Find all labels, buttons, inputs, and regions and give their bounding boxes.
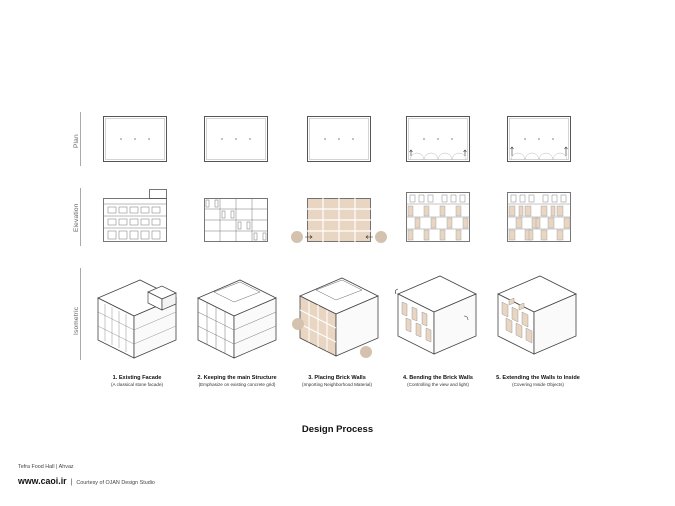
step-title: 1. Existing Facade [112,375,162,381]
row-label-plan: Plan [73,134,80,148]
project-name: Tefra Food Hall | Ahvaz [18,464,74,470]
credit-text: Courtesy of OJAN Design Studio [76,480,155,486]
elevation-step-4 [406,192,470,242]
neighborhood-brick-source-left [291,231,303,243]
step-title: 3. Placing Brick Walls [308,375,366,381]
footer-credits [18,476,155,486]
plan-step-3 [307,116,371,162]
step-title: 4. Bending the Brick Walls [402,375,474,381]
page-title: Design Process [301,424,374,435]
step-title: 2. Keeping the main Structure [197,375,277,381]
plan-step-2 [204,116,268,162]
website-link[interactable]: www.caoi.ir [18,476,67,486]
elevation-step-1 [103,188,167,242]
plan-step-4 [406,116,470,162]
step-subtitle: (Importing Neighborhood Material) [302,382,372,387]
step-caption-5 [478,375,598,387]
step-subtitle: (Covering Inside Objects) [512,382,564,387]
step-title: 5. Extending the Walls to Inside [496,375,580,381]
step-subtitle: (A classical stone facade) [110,382,164,387]
isometric-step-4 [394,272,476,356]
plan-step-1 [103,116,167,162]
row-label-isometric: Isometric [73,306,80,335]
plan-step-5 [507,116,571,162]
elevation-step-3 [291,198,387,246]
isometric-step-5 [494,272,576,356]
isometric-step-1 [98,278,178,360]
isometric-step-2 [198,278,278,360]
iso-brick-source-right [360,346,372,358]
footer-separator: | [70,479,73,486]
elevation-step-2 [204,198,268,242]
step-subtitle: (Emphasize on existing concrete grid) [198,382,276,387]
step-subtitle: (Controlling the view and light) [407,382,469,387]
elevation-step-5 [507,192,571,242]
iso-brick-source-left [292,318,304,330]
row-divider-elevation [80,188,81,246]
row-divider-isometric [80,268,81,360]
row-divider-plan [80,112,81,166]
row-label-elevation: Elevation [73,203,80,232]
neighborhood-brick-source-right [375,231,387,243]
isometric-step-3 [292,276,382,360]
